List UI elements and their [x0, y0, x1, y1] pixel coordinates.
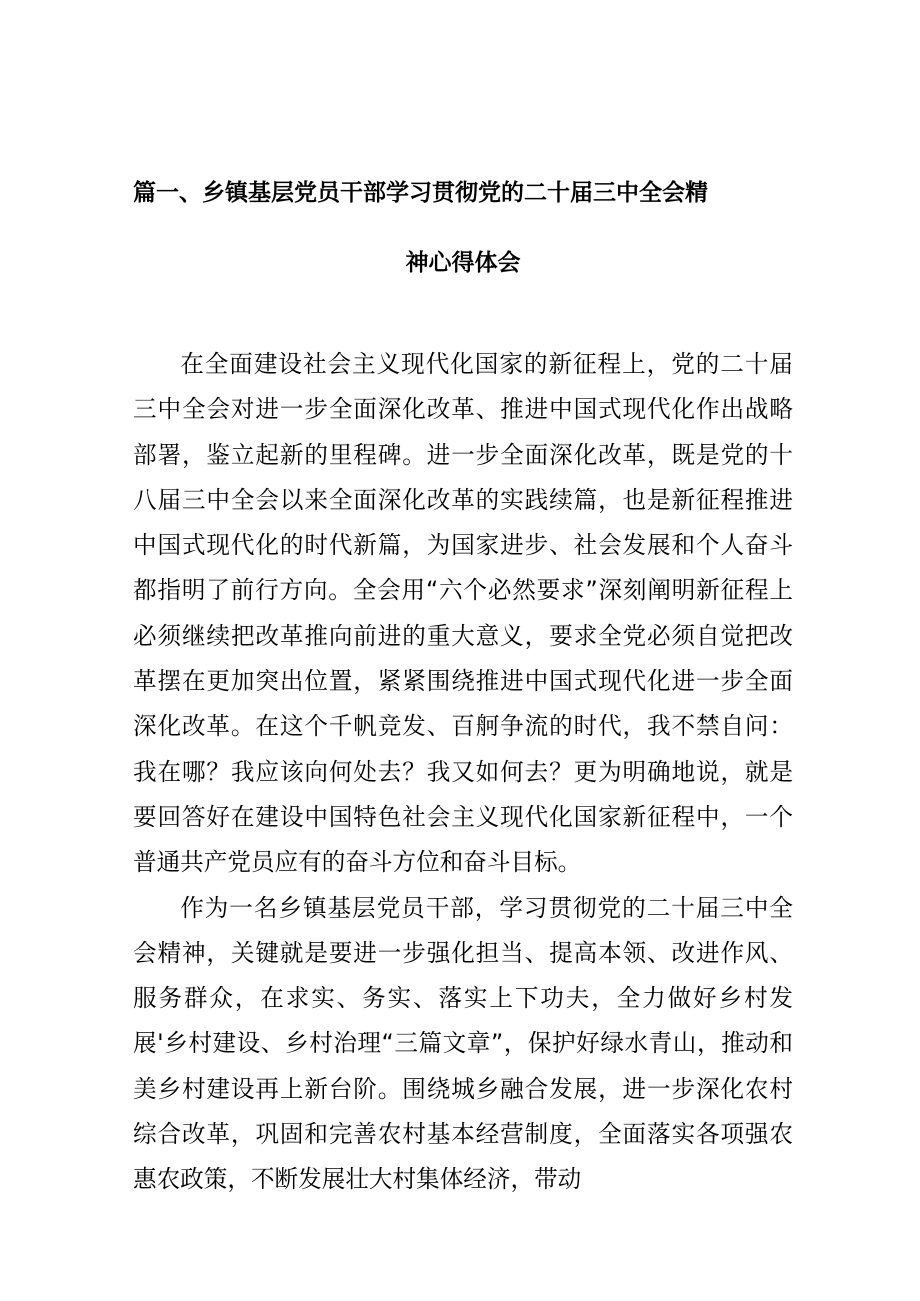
body-paragraph-2: 作为一名乡镇基层党员干部，学习贯彻党的二十届三中全会精神，关键就是要进一步强化担当、提高本领、改进作风、服务群众，在求实、务实、落实上下功夫，全力做好乡村发展'乡村建设、乡村治理“三篇文章”，保护好绿水青山，推动和美乡村建设再上新台阶。围绕城乡融合发展，进一步深化农村综合改革，巩固和完善农村基本经营制度，全面落实各项强农惠农政策，不断发展壮大村集体经济，带动: [133, 893, 793, 1194]
body-paragraph-1: 在全面建设社会主义现代化国家的新征程上，党的二十届三中全会对进一步全面深化改革、推进中国式现代化作出战略部署，鉴立起新的里程碑。进一步全面深化改革，既是党的十八届三中全会以来全面深化改革的实践续篇，也是新征程推进中国式现代化的时代新篇，为国家进步、社会发展和个人奋斗都指明了前行方向。全会用“六个必然要求”深刻阐明新征程上必须继续把改革推向前进的重大意义，要求全党必须自觉把改革摆在更加突出位置，紧紧围绕推进中国式现代化进一步全面深化改革。在这个千帆竞发、百舸争流的时代，我不禁自问：我在哪？我应该向何处去？我又如何去？更为明确地说，就是要回答好在建设中国特色社会主义现代化国家新征程中，一个普通共产党员应有的奋斗方位和奋斗目标。: [133, 350, 793, 877]
document-title-line-2: 神心得体会: [405, 250, 521, 276]
document-body: [133, 342, 793, 1203]
document-title-line-1: 篇一、乡镇基层党员干部学习贯彻党的二十届三中全会精: [133, 180, 708, 206]
